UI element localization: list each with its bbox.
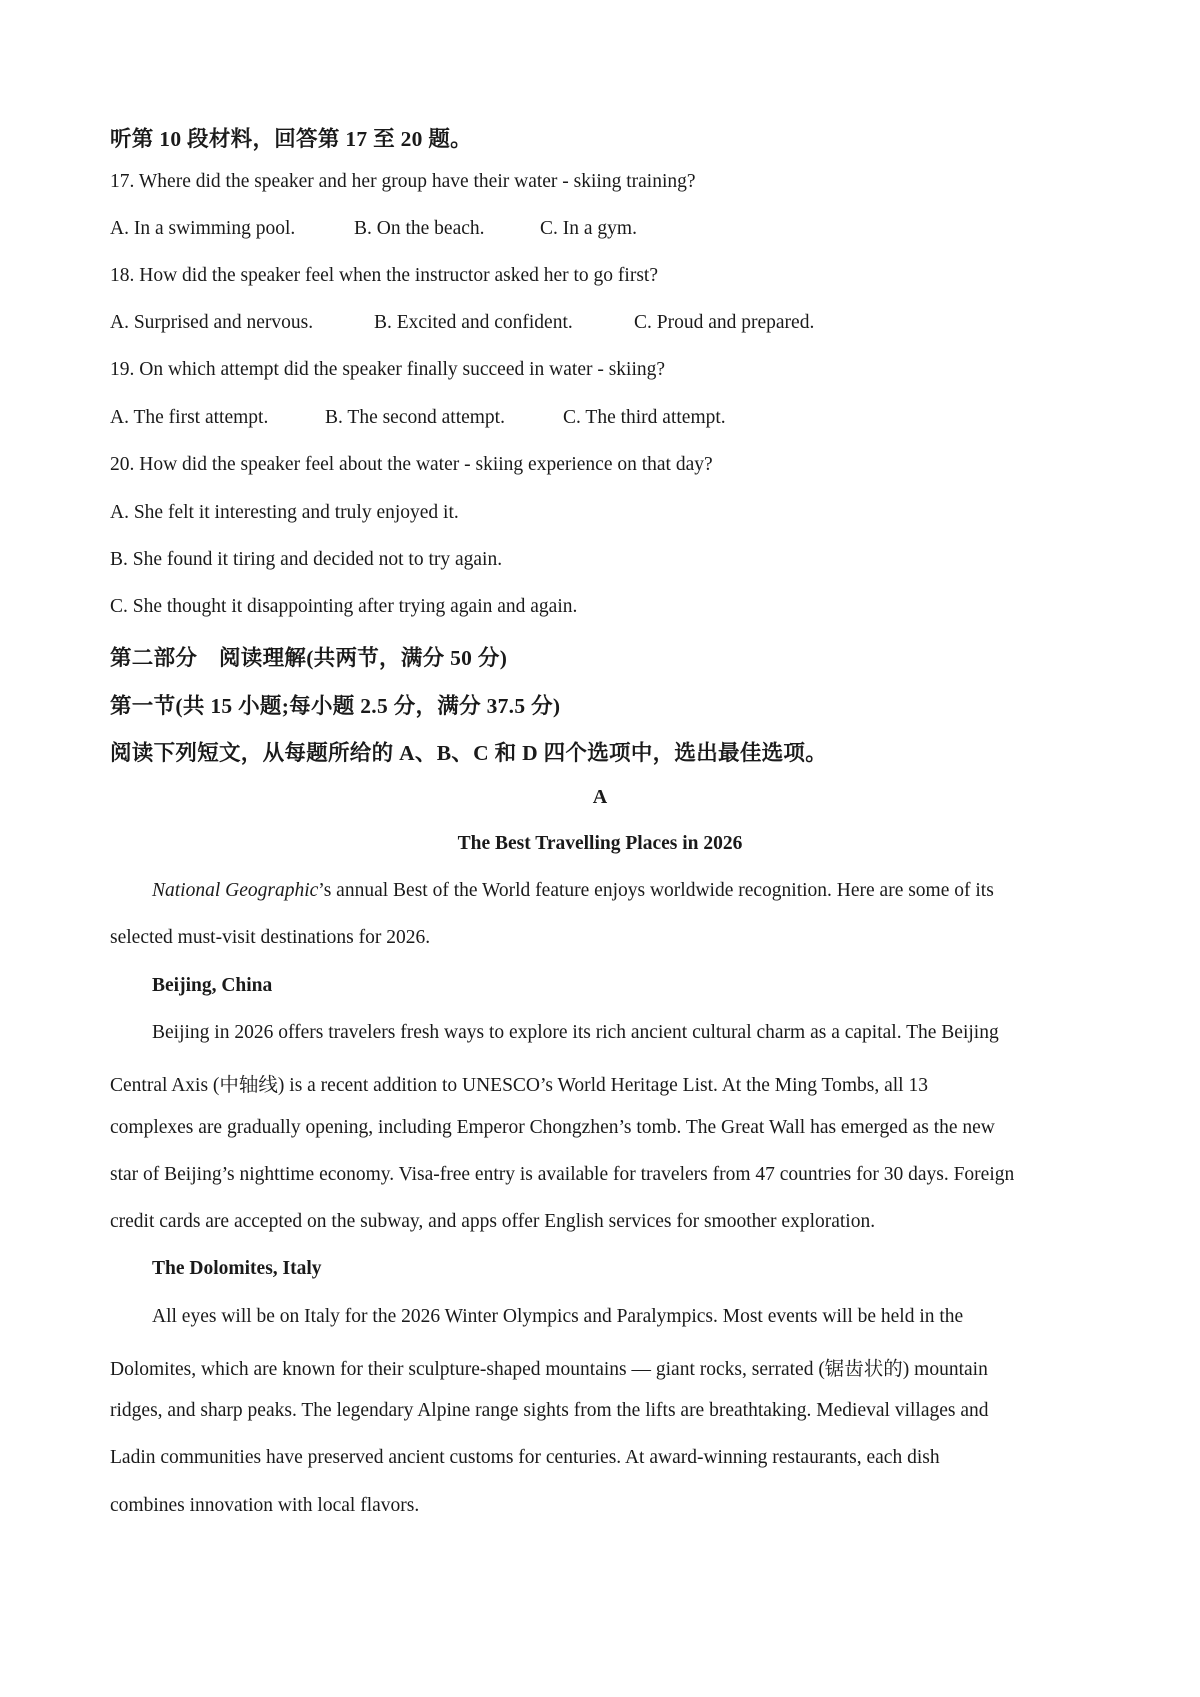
intro-line-1-text: ’s annual Best of the World feature enjoys worldwide recognition. Here are some of its — [318, 880, 994, 901]
dolomites-line: combines innovation with local flavors. — [110, 1495, 420, 1516]
question-19-option-b: B. The second attempt. — [325, 407, 505, 428]
beijing-line: complexes are gradually opening, including Emperor Chongzhen’s tomb. The Great Wall has emerged as the new — [110, 1117, 995, 1138]
question-18-option-b: B. Excited and confident. — [374, 312, 573, 333]
question-20-option-a: A. She felt it interesting and truly enjoyed it. — [110, 502, 459, 523]
reading-instruction: 阅读下列短文，从每题所给的 A、B、C 和 D 四个选项中，选出最佳选项。 — [110, 741, 828, 765]
question-20-option-b: B. She found it tiring and decided not to try again. — [110, 549, 503, 570]
reading-part-title: 第二部分 阅读理解(共两节，满分 50 分) — [110, 646, 508, 670]
dolomites-line: All eyes will be on Italy for the 2026 Winter Olympics and Paralympics. Most events will be held in the — [152, 1306, 964, 1327]
intro-line-2: selected must-visit destinations for 2026. — [110, 927, 431, 948]
question-18-option-c: C. Proud and prepared. — [634, 312, 815, 333]
passage-title: The Best Travelling Places in 2026 — [457, 833, 743, 854]
beijing-line: star of Beijing’s nighttime economy. Visa-free entry is available for travelers from 47 countries for 30 days. Foreign — [110, 1164, 1015, 1185]
reading-section-title: 第一节(共 15 小题;每小题 2.5 分，满分 37.5 分) — [110, 694, 561, 718]
beijing-line: Central Axis (中轴线) is a recent addition to UNESCO’s World Heritage List. At the Ming Tombs, all 13 — [110, 1075, 928, 1096]
publication-name: National Geographic — [152, 880, 319, 901]
question-19-stem: 19. On which attempt did the speaker finally succeed in water - skiing? — [110, 359, 666, 380]
question-18-option-a: A. Surprised and nervous. — [110, 312, 314, 333]
question-18-stem: 18. How did the speaker feel when the instructor asked her to go first? — [110, 265, 658, 286]
passage-letter: A — [592, 786, 608, 808]
section-heading-beijing: Beijing, China — [152, 975, 273, 996]
beijing-line: credit cards are accepted on the subway, and apps offer English services for smoother exploration. — [110, 1211, 876, 1232]
question-19-option-c: C. The third attempt. — [563, 407, 726, 428]
listening-header: 听第 10 段材料，回答第 17 至 20 题。 — [110, 127, 472, 151]
dolomites-line: Dolomites, which are known for their sculpture-shaped mountains — giant rocks, serrated (锯齿状的) mountain — [110, 1359, 988, 1380]
question-20-stem: 20. How did the speaker feel about the water - skiing experience on that day? — [110, 454, 713, 475]
question-17-option-b: B. On the beach. — [354, 218, 485, 239]
question-17-option-c: C. In a gym. — [540, 218, 637, 239]
dolomites-line: Ladin communities have preserved ancient customs for centuries. At award-winning restaurants, each dish — [110, 1447, 940, 1468]
question-19-option-a: A. The first attempt. — [110, 407, 269, 428]
beijing-line: Beijing in 2026 offers travelers fresh ways to explore its rich ancient cultural charm as a capital. The Beijing — [152, 1022, 999, 1043]
question-17-stem: 17. Where did the speaker and her group have their water - skiing training? — [110, 171, 696, 192]
intro-line-1 — [152, 880, 994, 902]
question-20-option-c: C. She thought it disappointing after trying again and again. — [110, 596, 578, 617]
question-17-option-a: A. In a swimming pool. — [110, 218, 296, 239]
section-heading-dolomites: The Dolomites, Italy — [152, 1258, 322, 1279]
dolomites-line: ridges, and sharp peaks. The legendary Alpine range sights from the lifts are breathtaking. Medieval villages and — [110, 1400, 989, 1421]
